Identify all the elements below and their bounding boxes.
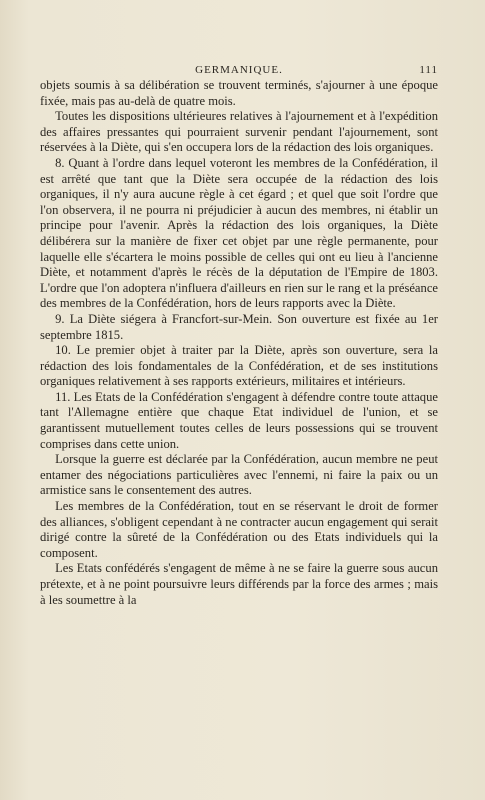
page-number: 111 [419,64,438,76]
running-title: GERMANIQUE. [195,64,283,76]
paragraph: 10. Le premier objet à traiter par la Diète, après son ouverture, sera la rédaction des lois fondamentales de la Confédération, et de ses institutions organiques relativement à ses rapports extérieurs, militaires et intérieurs. [40,343,438,389]
paragraph: Toutes les dispositions ultérieures relatives à l'ajournement et à l'expédition des affaires pressantes qui pourraient survenir pendant l'ajournement, sont réservées à la Diète, qui s'en occupera lors de la rédaction des lois organiques. [40,109,438,155]
paragraph: Lorsque la guerre est déclarée par la Confédération, aucun membre ne peut entamer des négociations particulières avec l'ennemi, ni faire la paix ou un armistice sans le consentement des autres. [40,452,438,498]
paragraph: 9. La Diète siégera à Francfort-sur-Mein. Son ouverture est fixée au 1er septembre 1815. [40,311,438,342]
paragraph: 8. Quant à l'ordre dans lequel voteront les membres de la Confédération, il est arrêté que tant que la Diète sera occupée de la rédaction des lois organiques, il n'y aura aucune règle à cet égard ; et quel que soit l'ordre que l'on observera, il ne pourra ni préjudicier à aucun des membres, ni établir un principe pour l'avenir. Après la rédaction des lois organiques, la Diète délibérera sur la manière de fixer cet objet par une règle permanente, pour laquelle elle s'écartera le moins possible de celles qui ont eu lieu à l'ancienne Diète, et notamment d'après le récès de la députation de l'Empire de 1803. L'ordre que l'on adoptera n'influera d'ailleurs en rien sur le rang et la préséance des membres de la Confédération, hors de leurs rapports avec la Diète. [40,155,438,311]
body-text [40,78,438,608]
paragraph: Les Etats confédérés s'engagent de même à ne se faire la guerre sous aucun prétexte, et à ne point poursuivre leurs différends par la force des armes ; mais à les soumettre à la [40,561,438,607]
paragraph: objets soumis à sa délibération se trouvent terminés, s'ajourner à une époque fixée, mais pas au-delà de quatre mois. [40,78,438,108]
paragraph: 11. Les Etats de la Confédération s'engagent à défendre contre toute attaque tant l'Allemagne entière que chaque Etat individuel de l'union, et se garantissent mutuellement toutes celles de leurs possessions qui se trouvent comprises dans cette union. [40,389,438,451]
paragraph: Les membres de la Confédération, tout en se réservant le droit de former des alliances, s'obligent cependant à ne contracter aucun engagement qui serait dirigé contre la sûreté de la Confédération ou des Etats individuels qui la composent. [40,499,438,560]
